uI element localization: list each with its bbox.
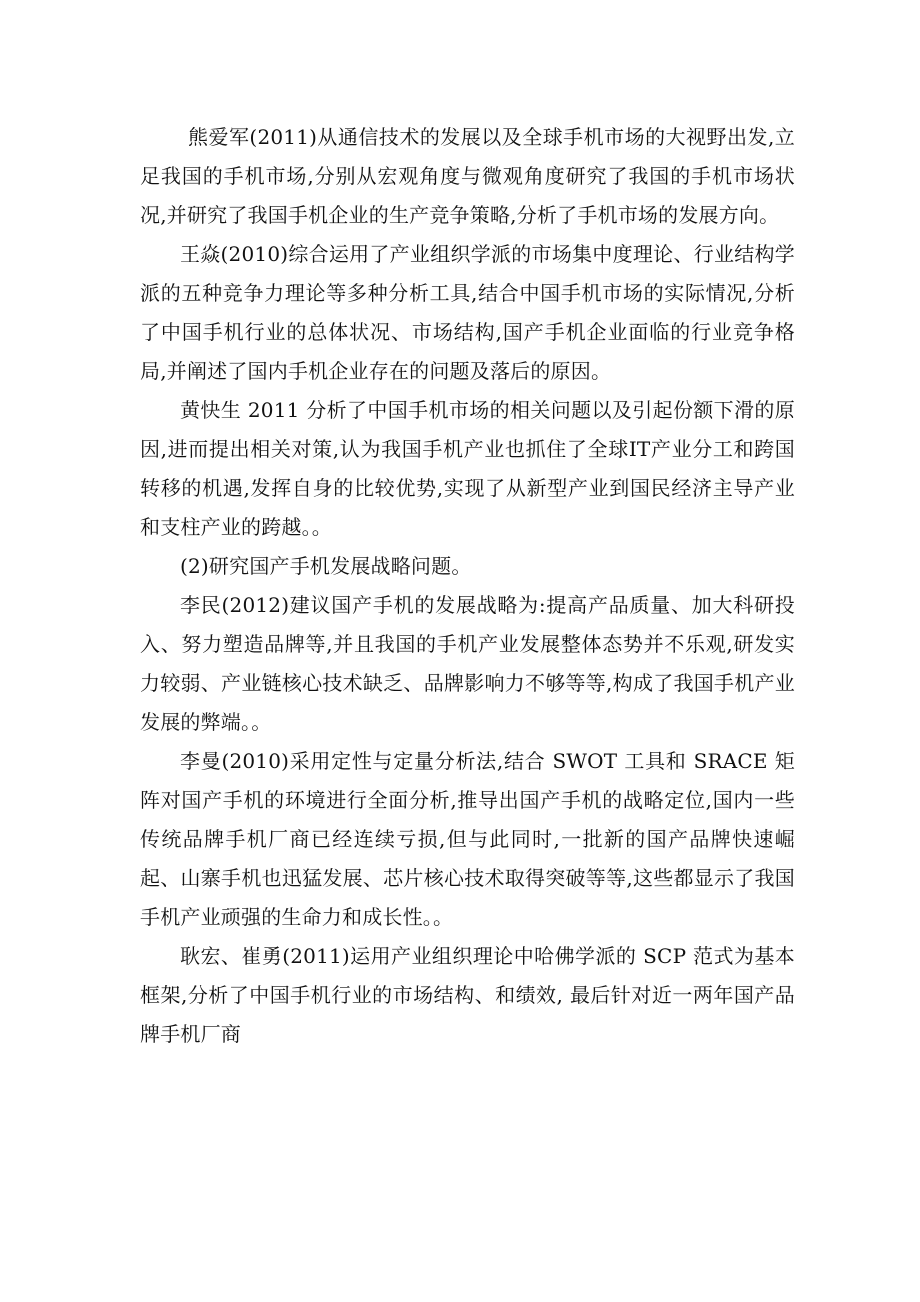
paragraph-li-man: 李曼(2010)采用定性与定量分析法,结合 SWOT 工具和 SRACE 矩阵对国产手机的环境进行全面分析,推导出国产手机的战略定位,国内一些传统品牌手机厂商已经连续亏损,但与此同时,一批新的国产品牌快速崛起、山寨手机也迅猛发展、芯片核心技术取得突破等等,这些都显示了我国手机产业顽强的生命力和成长性。。 xyxy=(140,749,795,929)
paragraph-wang-yan: 王焱(2010)综合运用了产业组织学派的市场集中度理论、行业结构学派的五种竞争力理论等多种分析工具,结合中国手机市场的实际情况,分析了中国手机行业的总体状况、市场结构,国产手机企业面临的行业竞争格局,并阐述了国内手机企业存在的问题及落后的原因。 xyxy=(140,242,795,383)
paragraph-huang-kuaisheng: 黄快生 2011 分析了中国手机市场的相关问题以及引起份额下滑的原因,进而提出相关对策,认为我国手机产业也抓住了全球IT产业分工和跨国转移的机遇,发挥自身的比较优势,实现了从新型产业到国民经济主导产业和支柱产业的跨越。。 xyxy=(140,398,795,539)
paragraph-xiong-aijun: 熊爱军(2011)从通信技术的发展以及全球手机市场的大视野出发,立足我国的手机市场,分别从宏观角度与微观角度研究了我国的手机市场状况,并研究了我国手机企业的生产竞争策略,分析了手机市场的发展方向。 xyxy=(140,125,795,227)
paragraph-li-min: 李民(2012)建议国产手机的发展战略为:提高产品质量、加大科研投入、努力塑造品牌等,并且我国的手机产业发展整体态势并不乐观,研发实力较弱、产业链核心技术缺乏、品牌影响力不够等等,构成了我国手机产业发展的弊端。。 xyxy=(140,593,795,734)
document-body xyxy=(140,118,795,1054)
paragraph-geng-hong-cui-yong: 耿宏、崔勇(2011)运用产业组织理论中哈佛学派的 SCP 范式为基本框架,分析了中国手机行业的市场结构、和绩效, 最后针对近一两年国产品牌手机厂商 xyxy=(140,944,795,1046)
section-heading-strategy: (2)研究国产手机发展战略问题。 xyxy=(180,554,472,578)
